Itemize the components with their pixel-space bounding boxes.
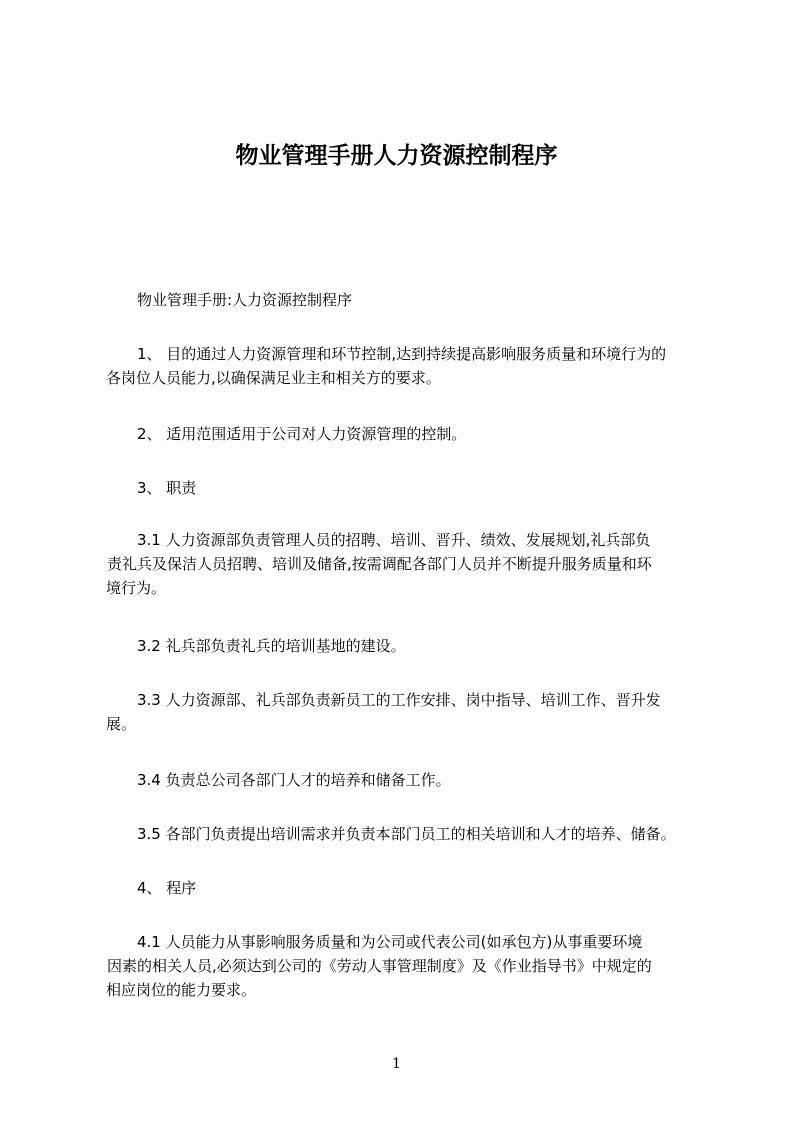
section-3-1-line-3: 境行为。: [106, 579, 167, 597]
section-4-1-line-2: 因素的相关人员,必须达到公司的《劳动人事管理制度》及《作业指导书》中规定的: [107, 957, 652, 975]
section-2-scope: [137, 422, 466, 446]
section-3-3-line-2: 展。: [106, 715, 137, 733]
section-3-5: [137, 822, 676, 846]
section-3-3-line-1: 3.3 人力资源部、礼兵部负责新员工的工作安排、岗中指导、培训工作、晋升发: [137, 691, 661, 709]
section-2-line-1: 2、 适用范围适用于公司对人力资源管理的控制。: [137, 425, 467, 443]
section-3-2-line-1: 3.2 礼兵部负责礼兵的培训基地的建设。: [137, 637, 406, 655]
section-3-line-1: 3、 职责: [137, 479, 197, 497]
section-3-3: [106, 688, 661, 736]
section-4-1: [106, 930, 652, 1002]
page-title: 物业管理手册人力资源控制程序: [235, 143, 558, 169]
document-subtitle: [137, 288, 352, 312]
section-4-heading: [137, 876, 196, 900]
section-3-4-line-1: 3.4 负责总公司各部门人才的培养和储备工作。: [137, 771, 451, 789]
section-4-line-1: 4、 程序: [137, 879, 197, 897]
section-3-heading: [137, 476, 196, 500]
section-3-4: [137, 768, 451, 792]
section-1-line-1: 1、 目的通过人力资源管理和环节控制,达到持续提高影响服务质量和环境行为的: [137, 345, 667, 363]
section-1-purpose: [106, 342, 666, 390]
section-3-1-line-1: 3.1 人力资源部负责管理人员的招聘、培训、晋升、绩效、发展规划,礼兵部负: [137, 531, 651, 549]
section-3-5-line-1: 3.5 各部门负责提出培训需求并负责本部门员工的相关培训和人才的培养、储备。: [137, 825, 676, 843]
section-4-1-line-3: 相应岗位的能力要求。: [106, 981, 257, 999]
section-3-1-line-2: 责礼兵及保洁人员招聘、培训及储备,按需调配各部门人员并不断提升服务质量和环: [107, 555, 652, 573]
section-4-1-line-1: 4.1 人员能力从事影响服务质量和为公司或代表公司(如承包方)从事重要环境: [137, 933, 643, 951]
page-number: 1: [392, 1056, 401, 1072]
section-3-1: [106, 528, 652, 600]
section-1-line-2: 各岗位人员能力,以确保满足业主和相关方的要求。: [106, 369, 441, 387]
section-3-2: [137, 634, 406, 658]
subtitle-text: 物业管理手册:人力资源控制程序: [137, 291, 353, 309]
